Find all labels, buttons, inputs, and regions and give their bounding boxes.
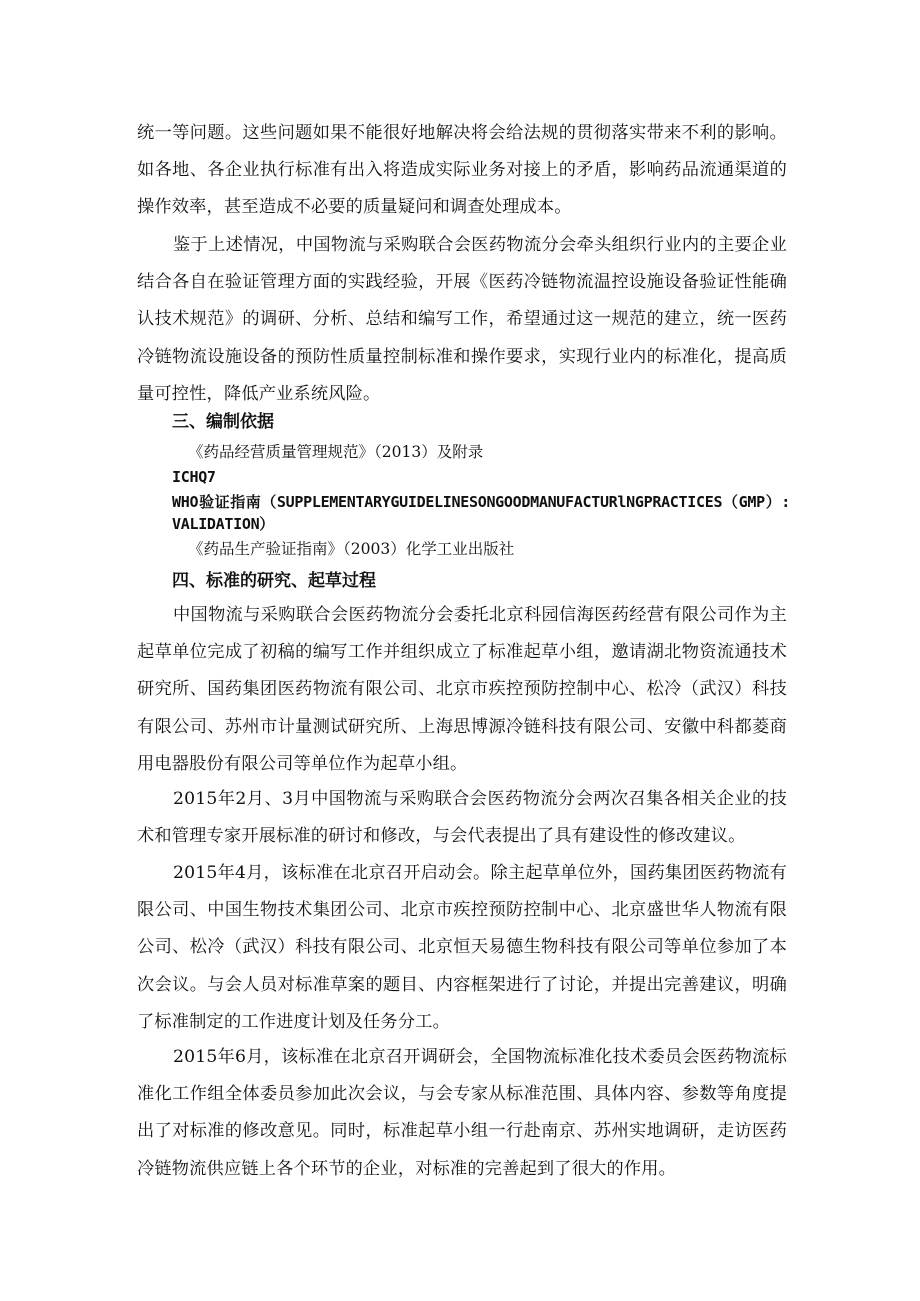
reference-who-validation: WHO验证指南（SUPPLEMENTARYGUIDELINESONGOODMANUFACTURlNGPRACTICES（GMP）:VALIDATION） [172,493,790,533]
paragraph-jun-2015: 2015年6月，该标准在北京召开调研会，全国物流标准化技术委员会医药物流标准化工作组全体委员参加此次会议，与会专家从标准范围、具体内容、参数等角度提出了对标准的修改意见。同时，标准起草小组一行赴南京、苏州实地调研，走访医药冷链物流供应链上各个环节的企业，对标准的完善起到了很大的作用。 [137,1047,787,1179]
paragraph-initiative: 鉴于上述情况，中国物流与采购联合会医药物流分会牵头组织行业内的主要企业结合各自在验证管理方面的实践经验，开展《医药冷链物流温控设施设备验证性能确认技术规范》的调研、分析、总结和编写工作，希望通过这一规范的建立，统一医药冷链物流设施设备的预防性质量控制标准和操作要求，实现行业内的标准化，提高质量可控性，降低产业系统风险。 [137,235,787,404]
paragraph-apr-2015: 2015年4月，该标准在北京召开启动会。除主起草单位外，国药集团医药物流有限公司、中国生物技术集团公司、北京市疾控预防控制中心、北京盛世华人物流有限公司、松冷（武汉）科技有限公司、北京恒天易德生物科技有限公司等单位参加了本次会议。与会人员对标准草案的题目、内容框架进行了讨论，并提出完善建议，明确了标准制定的工作进度计划及任务分工。 [137,863,787,1032]
reference-validation-guide: 《药品生产验证指南》（2003）化学工业出版社 [188,540,515,558]
reference-ich-q7: ICHQ7 [172,468,216,486]
reference-gsp: 《药品经营质量管理规范》（2013）及附录 [188,443,484,461]
section-heading-research-process: 四、标准的研究、起草过程 [172,571,376,591]
paragraph-problems-impact: 统一等问题。这些问题如果不能很好地解决将会给法规的贯彻落实带来不利的影响。如各地、各企业执行标准有出入将造成实际业务对接上的矛盾，影响药品流通渠道的操作效率，甚至造成不必要的质量疑问和调查处理成本。 [137,123,787,218]
paragraph-drafting-group: 中国物流与采购联合会医药物流分会委托北京科园信海医药经营有限公司作为主起草单位完成了初稿的编写工作并组织成立了标准起草小组，邀请湖北物资流通技术研究所、国药集团医药物流有限公司、北京市疾控预防控制中心、松冷（武汉）科技有限公司、苏州市计量测试研究所、上海思博源冷链科技有限公司、安徽中科都菱商用电器股份有限公司等单位作为起草小组。 [137,605,787,774]
section-heading-basis: 三、编制依据 [172,412,274,432]
paragraph-feb-mar-2015: 2015年2月、3月中国物流与采购联合会医药物流分会两次召集各相关企业的技术和管理专家开展标准的研讨和修改，与会代表提出了具有建设性的修改建议。 [137,789,787,847]
